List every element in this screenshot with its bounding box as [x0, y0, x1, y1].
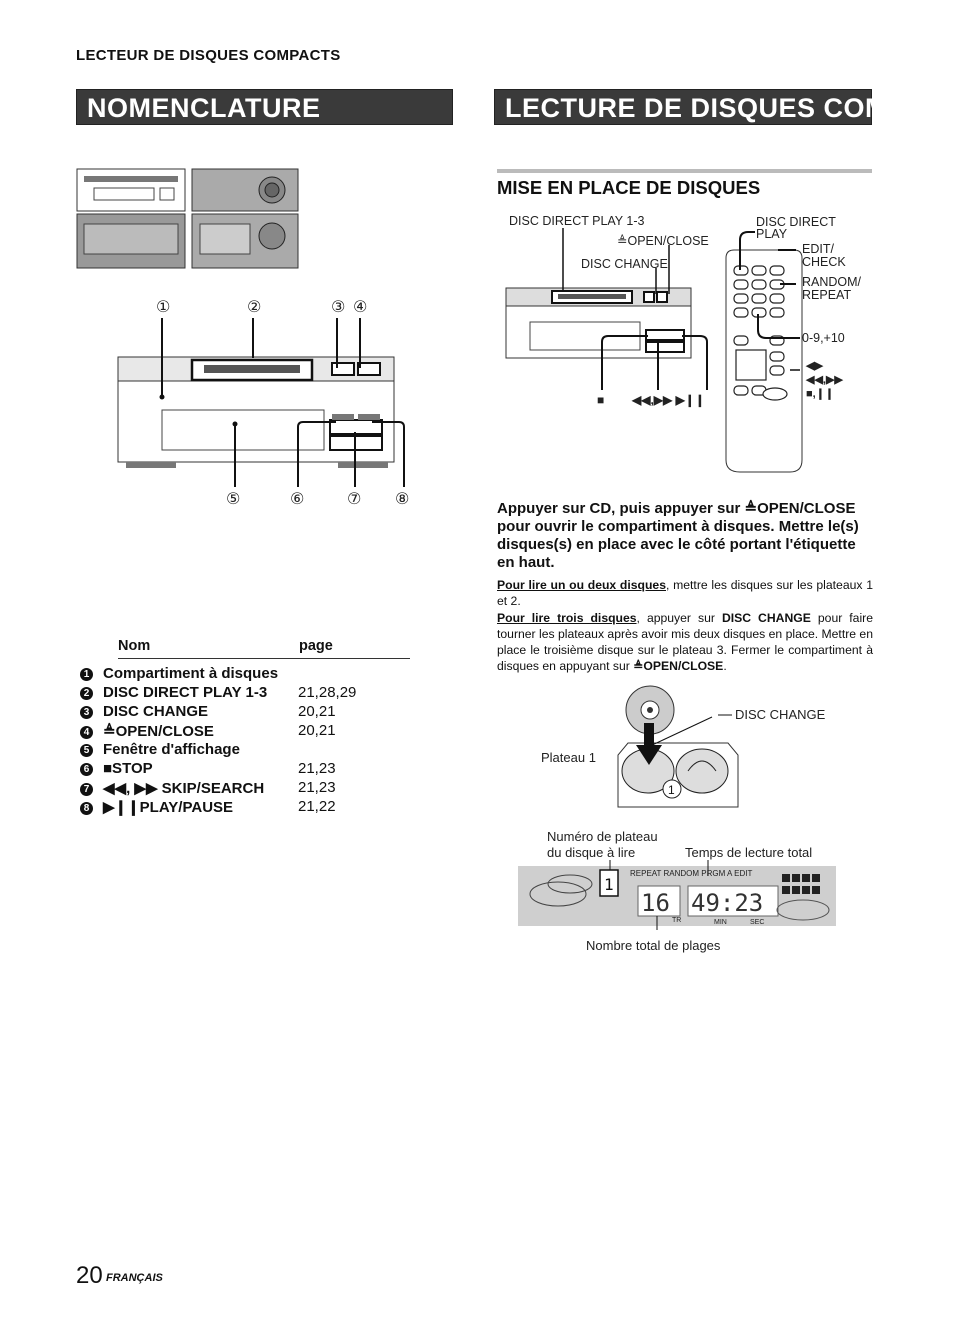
instruction-main: Appuyer sur CD, puis appuyer sur ≜OPEN/CLOSE pour ouvrir le compartiment à disques. Mettre le(s) disques(s) en place avec le côté portant l'étiquette en haut. [497, 500, 859, 571]
label-total-tracks: Nombre total de plages [586, 938, 721, 953]
row-page: 21,22 [298, 798, 336, 815]
label-disc-direct-play: DISC DIRECT PLAY 1-3 [509, 214, 645, 228]
col-nom: Nom [118, 638, 151, 654]
row-page: 21,28,29 [298, 684, 357, 701]
callout-7: ⑦ [347, 489, 362, 508]
para1-lead: Pour lire un ou deux disques [497, 578, 666, 592]
parts-table-header [118, 638, 410, 659]
label-numbers: 0-9,+10 [802, 331, 845, 345]
col-page: page [299, 638, 333, 654]
label-check: CHECK [802, 255, 846, 269]
footer-language: FRANÇAIS [106, 1272, 163, 1284]
label-tray-number-2: du disque à lire [547, 845, 636, 860]
parts-row [80, 760, 153, 777]
lcd-min-label: MIN [714, 919, 727, 926]
page-number: 20 [76, 1262, 103, 1289]
callout-3: ③ [331, 297, 346, 316]
callout-1: ① [156, 297, 171, 316]
stereo-system-illustration [76, 168, 302, 270]
tray-diagram [598, 685, 748, 813]
para-three-discs [497, 610, 873, 674]
section-title: MISE EN PLACE DE DISQUES [497, 177, 761, 198]
label-disc-change: DISC CHANGE [581, 257, 668, 271]
para2-btn2: ≜OPEN/CLOSE [633, 659, 724, 673]
parts-row [80, 722, 214, 740]
lcd-sec-label: SEC [750, 919, 765, 926]
label-random: RANDOM/ [802, 275, 862, 289]
parts-row [80, 684, 267, 701]
row-number-badge: 1 [80, 668, 93, 681]
tray-number: 1 [668, 783, 675, 797]
label-stop: ■ [597, 393, 605, 407]
row-page: 20,21 [298, 703, 336, 720]
cd-changer-diagram [112, 292, 412, 512]
callout-6: ⑥ [290, 489, 305, 508]
label-total-time: Temps de lecture total [685, 845, 813, 860]
row-name: ◀◀, ▶▶ SKIP/SEARCH [103, 780, 265, 797]
para-one-two-discs [497, 577, 873, 609]
row-number-badge: 4 [80, 726, 93, 739]
lcd-tr-label: TR [672, 917, 682, 924]
label-repeat: REPEAT [802, 288, 852, 302]
section-rule [497, 169, 872, 173]
label-arrows1: ◀▶ [806, 360, 823, 372]
row-name: Fenêtre d'affichage [103, 741, 240, 758]
parts-row [80, 741, 240, 758]
label-skip-play: ◀◀,▶▶ ▶❙❙ [632, 393, 705, 407]
parts-row [80, 665, 278, 682]
para2-end: . [723, 659, 727, 673]
row-number-badge: 7 [80, 783, 93, 796]
lcd-time: 49:23 [691, 889, 764, 917]
row-name: ▶❙❙PLAY/PAUSE [103, 799, 234, 816]
row-name: ≜OPEN/CLOSE [103, 723, 214, 740]
label-edit: EDIT/ [802, 242, 834, 256]
callout-2: ② [247, 297, 262, 316]
parts-row [80, 703, 208, 720]
callout-4: ④ [353, 297, 368, 316]
label-open-close: ≜OPEN/CLOSE [617, 234, 709, 248]
parts-row [80, 798, 233, 816]
label-plateau: Plateau 1 [541, 750, 596, 765]
label-remote-play: PLAY [756, 227, 788, 241]
lcd-display-diagram [498, 860, 838, 930]
row-number-badge: 6 [80, 763, 93, 776]
row-number-badge: 5 [80, 744, 93, 757]
para1-rest: , mettre les disques sur les plateaux 1 et 2. [497, 578, 873, 608]
parts-row [80, 779, 264, 797]
row-name: Compartiment à disques [103, 665, 279, 682]
para2-lead: Pour lire trois disques [497, 611, 637, 625]
row-number-badge: 8 [80, 802, 93, 815]
row-page: 21,23 [298, 779, 336, 796]
lcd-indicators: REPEAT RANDOM PRGM A EDIT [630, 869, 753, 878]
row-page: 20,21 [298, 722, 336, 739]
para2-rest: pour faire tourner les plateaux après avoir mis deux disques en place. Mettre en place le troisième disque sur le plateau 3. Fermer le compartiment à disques en appuyant sur [497, 611, 874, 673]
row-name: DISC DIRECT PLAY 1-3 [103, 684, 268, 701]
para2-btn: DISC CHANGE [721, 611, 811, 625]
callout-8: ⑧ [395, 489, 410, 508]
lcd-disc-digit: 1 [604, 875, 614, 894]
label-tray-disc-change: DISC CHANGE [735, 707, 826, 722]
running-header: LECTEUR DE DISQUES COMPACTS [76, 47, 341, 64]
para2-mid: , appuyer sur [636, 611, 722, 625]
label-arrows2: ◀◀,▶▶ [806, 374, 843, 386]
row-page: 21,23 [298, 760, 336, 777]
row-name: ■STOP [103, 760, 153, 777]
label-remote-disc-direct: DISC DIRECT [756, 215, 836, 229]
banner-lecture: LECTURE DE DISQUES COMPACTS [494, 89, 872, 125]
banner-nomenclature: NOMENCLATURE [76, 89, 453, 125]
row-number-badge: 3 [80, 706, 93, 719]
label-stop-pause: ■,❙❙ [806, 388, 835, 400]
row-name: DISC CHANGE [103, 703, 209, 720]
row-number-badge: 2 [80, 687, 93, 700]
callout-5: ⑤ [226, 489, 241, 508]
label-tray-number-1: Numéro de plateau [547, 829, 658, 844]
lcd-tracks: 16 [641, 889, 670, 917]
